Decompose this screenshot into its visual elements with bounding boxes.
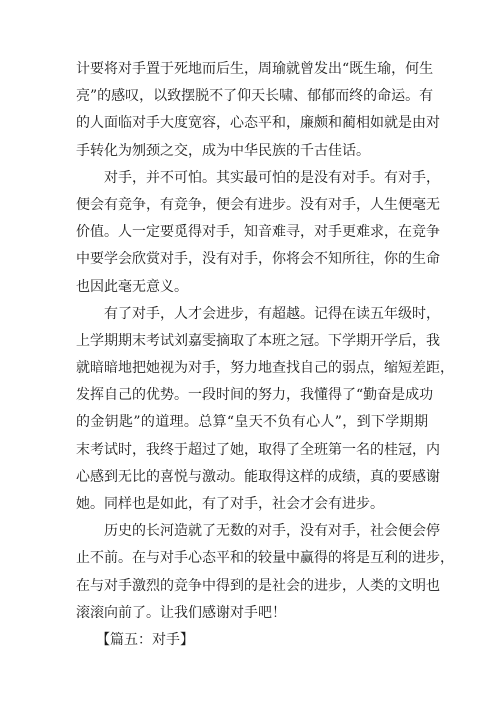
text-line: 发挥自己的优势。一段时间的努力，我懂得了“勤奋是成功 — [76, 387, 434, 404]
text-line: 计要将对手置于死地而后生，周瑜就曾发出“既生瑜，何生 — [76, 61, 434, 77]
text-line: 心感到无比的喜悦与激动。能取得这样的成绩，真的要感谢 — [76, 468, 440, 485]
text-line: 便会有竞争，有竞争，便会有进步。没有对手，人生便毫无 — [76, 196, 440, 213]
text-line: 的人面临对手大度宽容，心态平和，廉颇和蔺相如就是由对 — [76, 115, 440, 132]
document-body — [76, 56, 454, 654]
text-line: 上学期期末考试刘嘉雯摘取了本班之冠。下学期开学后，我 — [76, 332, 440, 349]
text-line: 在与对手激烈的竞争中得到的是社会的进步，人类的文明也 — [76, 577, 440, 594]
text-line: 中要学会欣赏对手，没有对手，你将会不知所往，你的生命 — [76, 251, 440, 268]
text-line: 手转化为刎颈之交，成为中华民族的千古佳话。 — [76, 142, 370, 159]
text-line: 价值。人一定要觅得对手，知音难寻，对手更难求，在竞争 — [76, 224, 440, 241]
text-line: 她。同样也是如此，有了对手，社会才会有进步。 — [76, 496, 384, 512]
text-line: 止不前。在与对手心态平和的较量中赢得的将是互利的进步， — [76, 550, 454, 567]
text-line: 有了对手，人才会进步，有超越。记得在读五年级时， — [104, 305, 440, 322]
text-line: 滚滚向前了。让我们感谢对手吧！ — [76, 604, 286, 621]
text-line: 就暗暗地把她视为对手，努力地查找自己的弱点，缩短差距， — [76, 360, 454, 377]
text-line: 也因此毫无意义。 — [76, 278, 188, 295]
text-line: 亮”的感叹，以致摆脱不了仰天长啸、郁郁而终的命运。有 — [76, 88, 434, 105]
section-heading: 【篇五：对手】 — [96, 631, 194, 648]
text-line: 的金钥匙”的道理。总算“皇天不负有心人”，到下学期期 — [76, 414, 428, 431]
text-line: 末考试时，我终于超过了她，取得了全班第一名的桂冠，内 — [76, 441, 440, 458]
text-line: 对手，并不可怕。其实最可怕的是没有对手。有对手， — [104, 169, 440, 186]
text-line: 历史的长河造就了无数的对手，没有对手，社会便会停 — [104, 523, 440, 540]
